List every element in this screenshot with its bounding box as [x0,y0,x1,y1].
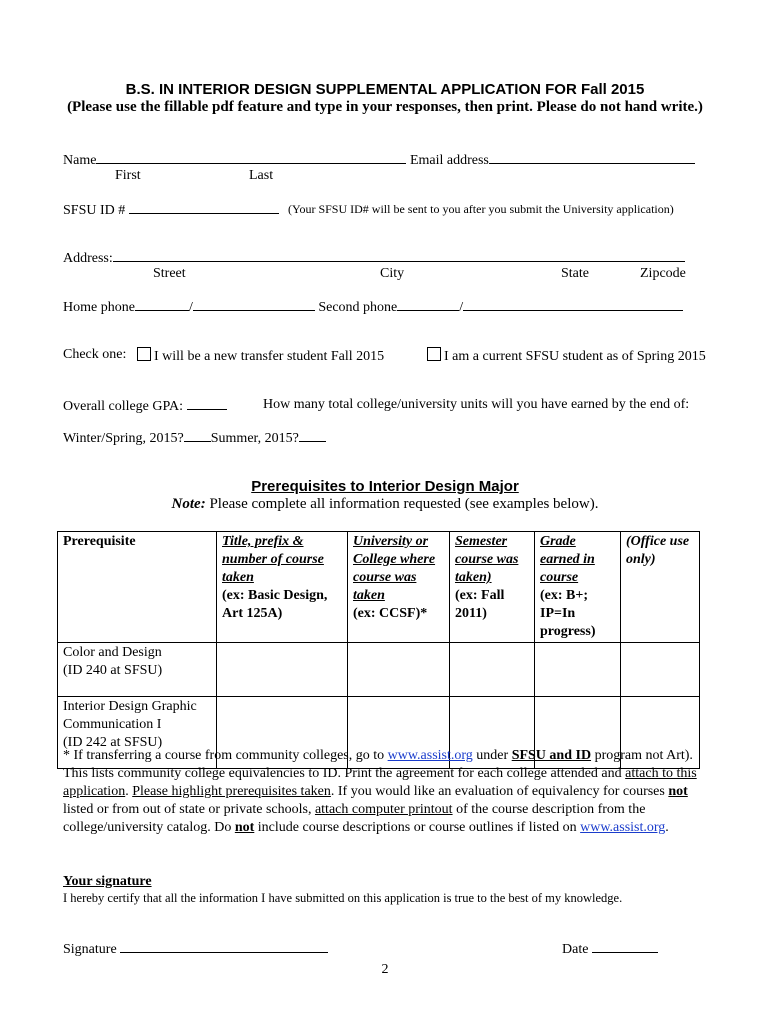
units-question: How many total college/university units will you have earned by the end of: [263,397,690,412]
slash: / [459,300,464,315]
current-checkbox[interactable] [427,347,441,361]
row-color-design-id: (ID 240 at SFSU) [63,663,163,678]
address-field[interactable] [113,249,685,262]
row-color-design: Color and Design [63,645,162,660]
cell-input[interactable] [535,643,621,697]
certify-text: I hereby certify that all the information I have submitted on this application is true to the best of my knowledge. [63,891,623,905]
home-phone-area-field[interactable] [135,298,189,311]
footnote-text: under [472,748,512,763]
footnote-text: . [665,820,669,835]
col-semester-example: (ex: Fall 2011) [455,588,505,621]
page-title: B.S. IN INTERIOR DESIGN SUPPLEMENTAL APPLICATION FOR Fall 2015 [125,81,645,98]
second-phone-number-field[interactable] [463,298,683,311]
assist-link[interactable]: www.assist.org [580,820,666,835]
col-university-example: (ex: CCSF)* [353,606,428,621]
prereq-table [57,531,700,769]
home-phone-label: Home phone [63,300,135,315]
sfsu-id-field[interactable] [129,201,279,214]
footnote-emphasis: SFSU and ID [511,748,592,763]
col-grade-example: (ex: B+; IP=In progress) [540,588,596,639]
footnote-text: of the course description from the college/university catalog. Do [63,802,646,835]
footnote-text: . If you would like an evaluation of equivalency for courses [330,784,669,799]
row-graphic-comm-id: (ID 242 at SFSU) [63,735,163,750]
date-label: Date [562,942,589,957]
name-field[interactable] [96,151,406,164]
col-office: (Office use only) [626,534,690,567]
footnote-text: program not Art). This lists community college equivalencies to ID. Print the agreement for each college attended and [63,748,693,781]
signature-label: Signature [63,942,117,957]
row-graphic-comm: Interior Design Graphic [63,699,197,714]
page-number: 2 [381,962,389,977]
footnote-emphasis: attach computer printout [314,802,453,817]
col-university: University or College where course was taken [353,534,436,603]
transfer-option[interactable] [137,347,384,365]
cell-input[interactable] [348,643,450,697]
footnote-text: * If transferring a course from community colleges, go to [63,748,388,763]
assist-link[interactable]: www.assist.org [387,748,473,763]
name-row [63,151,695,169]
current-option-label: I am a current SFSU student as of Spring 2015 [444,349,706,364]
name-label: Name [63,153,97,168]
zipcode-label: Zipcode [640,266,686,281]
table-header-row [58,532,700,643]
prereq-note [0,496,770,513]
col-grade: Grade earned in course [540,534,595,585]
last-label: Last [249,168,274,183]
units-row [63,429,326,447]
cell-office [621,643,700,697]
phone-row [63,298,683,316]
street-label: Street [153,266,186,281]
col-prerequisite: Prerequisite [63,534,136,549]
sfsu-id-label: SFSU ID # [63,203,126,218]
footnote-emphasis: not [234,820,255,835]
footnote-emphasis: not [668,784,688,799]
city-label: City [380,266,405,281]
second-phone-label: Second phone [318,300,398,315]
signature-heading: Your signature [63,874,152,889]
page-subtitle: (Please use the fillable pdf feature and type in your responses, then print. Please do not hand write.) [67,99,703,115]
footnote-emphasis: attach to this application [63,766,697,799]
gpa-field[interactable] [187,397,227,410]
summer-field[interactable] [299,429,326,442]
current-option[interactable] [427,347,706,365]
gpa-row [63,397,227,415]
col-title: Title, prefix & number of course taken [222,534,324,585]
transfer-checkbox[interactable] [137,347,151,361]
note-text: Please complete all information requested (see examples below). [209,496,599,512]
signature-row [63,940,328,958]
footnote-text: listed or from out of state or private schools, [63,802,315,817]
date-field[interactable] [592,940,658,953]
footnote-text: . [125,784,133,799]
winter-spring-label: Winter/Spring, 2015? [63,431,184,446]
second-phone-area-field[interactable] [397,298,459,311]
winter-spring-field[interactable] [184,429,211,442]
footnote-paragraph [63,747,713,837]
home-phone-number-field[interactable] [193,298,315,311]
col-semester: Semester course was taken) [455,534,519,585]
state-label: State [561,266,589,281]
summer-label: Summer, 2015? [210,431,299,446]
prereq-heading: Prerequisites to Interior Design Major [251,478,519,495]
col-title-example: (ex: Basic Design, Art 125A) [222,588,328,621]
address-row [63,249,685,267]
footnote-text: include course descriptions or course outlines if listed on [254,820,581,835]
table-row [58,643,700,697]
first-label: First [115,168,141,183]
footnote-emphasis: Please highlight prerequisites taken [132,784,331,799]
signature-field[interactable] [120,940,328,953]
date-row [562,940,658,958]
gpa-label: Overall college GPA: [63,399,184,414]
check-one-label: Check one: [63,347,127,362]
address-label: Address: [63,251,113,266]
cell-input[interactable] [450,643,535,697]
email-label: Email address [409,153,489,168]
sfsu-id-note: (Your SFSU ID# will be sent to you after you submit the University application) [288,202,674,216]
sfsu-id-row [63,201,279,219]
slash: / [188,300,193,315]
transfer-option-label: I will be a new transfer student Fall 2015 [154,349,385,364]
note-label: Note: [171,496,206,512]
cell-input[interactable] [217,643,348,697]
email-field[interactable] [489,151,695,164]
row-graphic-comm-2: Communication I [63,717,162,732]
